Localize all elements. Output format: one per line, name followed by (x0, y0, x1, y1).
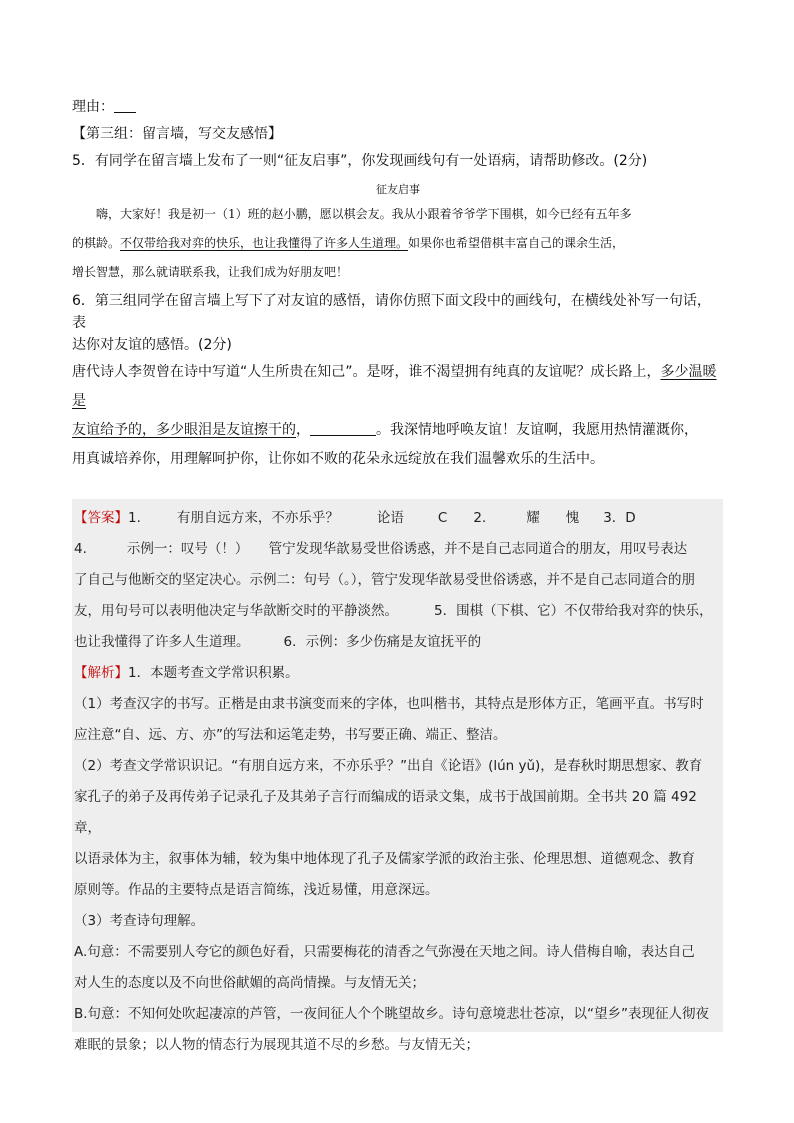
analysis-s1a: （1）考查汉字的书写。正楷是由隶书演变而来的字体，也叫楷书，其特点是形体方正，笔画平直。书写时 (74, 696, 704, 712)
notice-line-3: 增长智慧，那么就请联系我，让我们成为好朋友吧！ (72, 265, 349, 279)
analysis-s2b: 家孔子的弟子及再传弟子记录孔子及其弟子言行而编成的语录文集，成书于战国前期。全书共 20 篇 492 章， (74, 789, 697, 836)
question-section (72, 96, 724, 474)
q6-line-2: 达你对友谊的感悟。(2分) (72, 337, 232, 353)
passage-underline-1: 多少温暖是 (72, 364, 717, 409)
passage-line-1: 唐代诗人李贺曾在诗中写道“人生所贵在知己”。是呀，谁不渴望拥有纯真的友谊呢？成长路上，多少温暖是 (72, 364, 717, 409)
notice-line-1: 嗨，大家好！我是初一（1）班的赵小鹏，愿以棋会友。我从小跟着爷爷学下围棋，如今已经有五年多 (96, 207, 632, 221)
notice-title: 征友启事 (376, 183, 420, 196)
answer-blank[interactable] (310, 421, 376, 436)
underlined-sentence: 不仅带给我对弈的快乐，也让我懂得了许多人生道理。 (120, 236, 409, 250)
question-5: 5．有同学在留言墙上发布了一则“征友启事”，你发现画线句有一处语病，请帮助修改。(2分) (72, 153, 648, 169)
notice-line-2: 的棋龄。不仅带给我对弈的快乐，也让我懂得了许多人生道理。如果你也希望借棋丰富自己的课余生活， (72, 236, 625, 250)
analysis-s2a: （2）考查文学常识识记。“有朋自远方来，不亦乐乎？”出自《论语》(lún yǔ)，是春秋时期思想家、教育 (74, 758, 703, 774)
reason-label: 理由： (72, 99, 114, 115)
analysis-s2c: 以语录体为主，叙事体为辅，较为集中地体现了孔子及儒家学派的政治主张、伦理思想、道德观念、教育 (74, 851, 695, 867)
answer-line-4: 4. 示例一：叹号（！） 管宁发现华歆易受世俗诱惑，并不是自己志同道合的朋友，用叹号表达 (74, 541, 688, 557)
passage-line-2: 友谊给予的，多少眼泪是友谊擦干的， 。我深情地呼唤友谊！友谊啊，我愿用热情灌溉你， (72, 422, 698, 438)
analysis-s3: （3）考查诗句理解。 (74, 913, 205, 929)
group3-title: 【第三组：留言墙，写交友感悟】 (72, 126, 282, 142)
answer-box (72, 499, 723, 1053)
reason-blank (114, 100, 136, 113)
answer-line-4b: 了自己与他断交的坚定决心。示例二：句号（。），管宁发现华歆易受世俗诱惑，并不是自己志同道合的朋 (74, 572, 695, 588)
answer-tag: 【答案】 (74, 510, 128, 526)
passage-underline-2: 友谊给予的，多少眼泪是友谊擦干的 (72, 422, 296, 438)
analysis-intro: 【解析】1．本题考查文学常识积累。 (74, 665, 299, 681)
analysis-block (72, 658, 723, 1061)
analysis-tag: 【解析】 (74, 665, 128, 681)
analysis-a-line2: 对人生的态度以及不向世俗献媚的高尚情操。与友情无关； (74, 975, 425, 991)
analysis-b-line1: B.句意：不知何处吹起凄凉的芦管，一夜间征人个个眺望故乡。诗句意境悲壮苍凉，以“望乡”表现征人彻夜 (74, 1006, 710, 1022)
answer-1-text: 有朋自远方来，不亦乐乎？ (176, 510, 339, 526)
q6-passage (72, 358, 724, 474)
analysis-a-line1: A.句意：不需要别人夸它的颜色好看，只需要梅花的清香之气弥漫在天地之间。诗人借梅自喻，表达自己 (74, 944, 695, 960)
notice-body (72, 200, 724, 287)
answer-line-5b: 也让我懂得了许多人生道理。 6．示例：多少伤痛是友谊抚平的 (74, 634, 482, 650)
analysis-s2d: 原则等。作品的主要特点是语言简练，浅近易懂，用意深远。 (74, 882, 439, 898)
answer-line-1: 【答案】1. 有朋自远方来，不亦乐乎？ 论语 C 2. 耀 愧 3．D (74, 510, 636, 526)
answer-line-4c: 友，用句号可以表明他决定与华歆断交时的平静淡然。 5．围棋（下棋、它）不仅带给我对弈的快乐， (74, 603, 713, 619)
analysis-s1b: 应注意“自、远、方、亦”的写法和运笔走势，书写要正确、端正、整洁。 (74, 727, 507, 743)
analysis-b-line2: 难眠的景象；以人物的情态行为展现其道不尽的乡愁。与友情无关； (74, 1037, 479, 1053)
question-6 (72, 290, 724, 356)
reason-line (72, 96, 724, 118)
passage-line-3: 用真诚培养你，用理解呵护你，让你如不败的花朵永远绽放在我们温馨欢乐的生活中。 (72, 451, 604, 467)
q6-line-1: 6．第三组同学在留言墙上写下了对友谊的感悟，请你仿照下面文段中的画线句，在横线处补写一句话，表 (72, 293, 711, 331)
answer-block (72, 499, 723, 658)
